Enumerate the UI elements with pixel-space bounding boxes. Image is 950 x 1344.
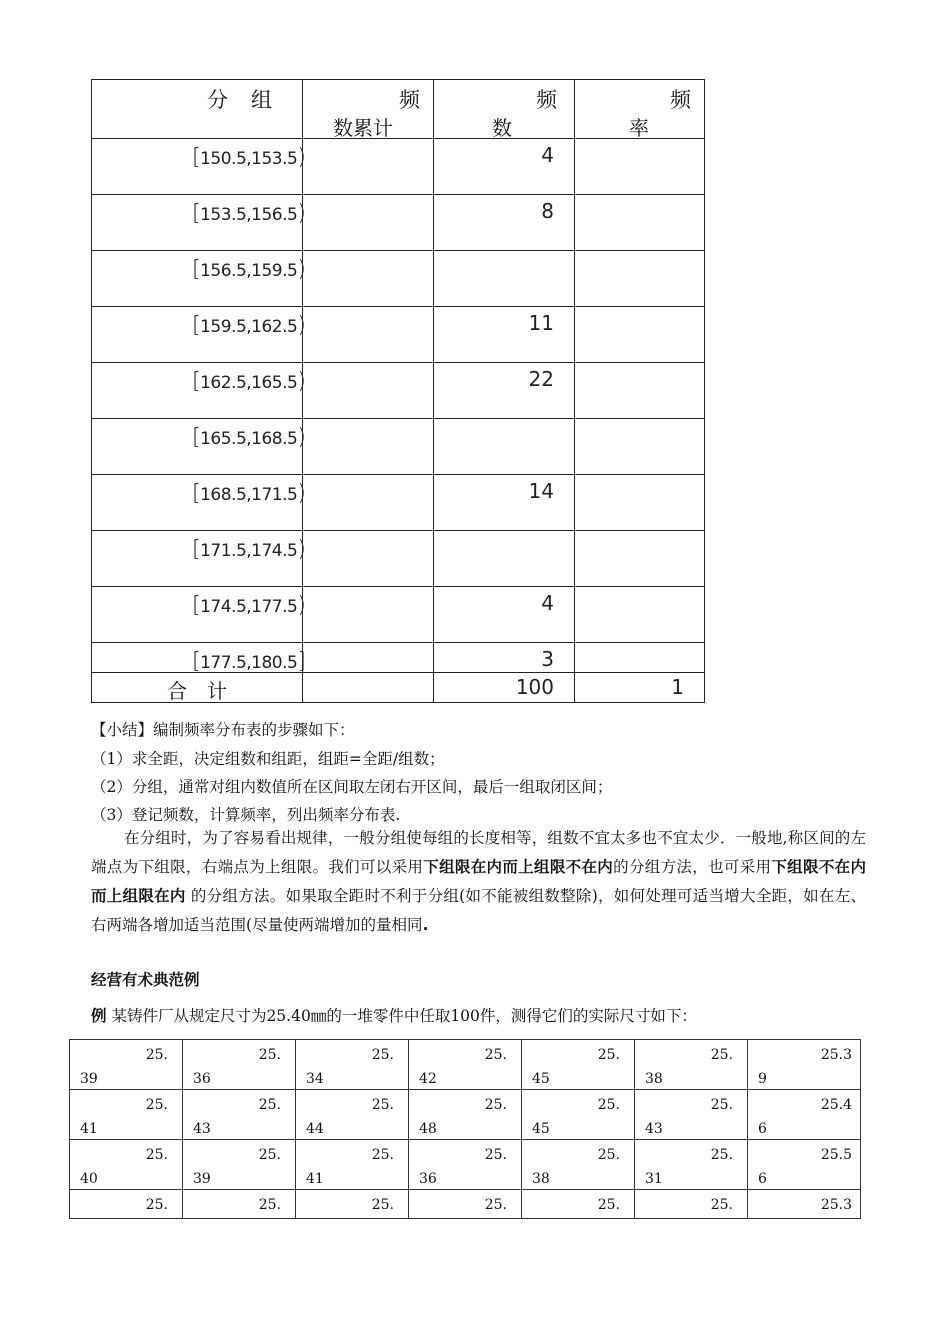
- frequency-cell: 4: [434, 139, 575, 195]
- data-cell: 25. 43: [635, 1090, 748, 1140]
- rate-cell: [575, 475, 705, 531]
- data-cell: 25. 39: [183, 1140, 296, 1190]
- data-cell: 25. 42: [409, 1040, 522, 1090]
- interval-label: [171.5,174.5): [192, 537, 306, 562]
- table-row: [70, 1040, 861, 1090]
- rate-cell: [575, 363, 705, 419]
- data-cell: 25. 43: [183, 1090, 296, 1140]
- interval-label: [177.5,180.5]: [192, 649, 306, 674]
- example-statement: 例 某铸件厂从规定尺寸为25.40㎜的一堆零件中任取100件，测得它们的实际尺寸如下：: [91, 1007, 697, 1025]
- table-row: [92, 251, 705, 307]
- frequency-cell: 8: [434, 195, 575, 251]
- table-row: [70, 1140, 861, 1190]
- summary-step-1: （1）求全距，决定组数和组距，组距=全距/组数；: [91, 750, 445, 768]
- cumulative-cell: [303, 475, 434, 531]
- table-row: [92, 475, 705, 531]
- data-cell: 25.: [409, 1190, 522, 1219]
- data-cell: 25.: [183, 1190, 296, 1219]
- table-row: [92, 419, 705, 475]
- frequency-cell: 22: [434, 363, 575, 419]
- cumulative-cell: [303, 307, 434, 363]
- frequency-cell: 3: [434, 643, 575, 673]
- data-cell: 25. 31: [635, 1140, 748, 1190]
- rate-cell: [575, 195, 705, 251]
- cumulative-cell: [303, 587, 434, 643]
- data-cell: 25.4 6: [748, 1090, 861, 1140]
- frequency-cell: 4: [434, 587, 575, 643]
- interval-label: [156.5,159.5): [192, 257, 306, 282]
- table-row: [92, 643, 705, 673]
- data-cell: 25. 40: [70, 1140, 183, 1190]
- data-cell: 25.: [296, 1190, 409, 1219]
- frequency-cell: 11: [434, 307, 575, 363]
- cumulative-cell: [303, 195, 434, 251]
- data-cell: 25.3 9: [748, 1040, 861, 1090]
- interval-label: [162.5,165.5): [192, 369, 306, 394]
- frequency-cell: [434, 531, 575, 587]
- table-row: [92, 139, 705, 195]
- table-row: [92, 363, 705, 419]
- rate-cell: [575, 307, 705, 363]
- total-label: 合 计: [167, 679, 227, 703]
- data-cell: 25. 34: [296, 1040, 409, 1090]
- rate-cell: [575, 251, 705, 307]
- cumulative-cell: [303, 419, 434, 475]
- summary-step-3: （3）登记频数，计算频率，列出频率分布表.: [91, 806, 401, 824]
- data-cell: 25.: [70, 1190, 183, 1219]
- data-cell: 25. 38: [635, 1040, 748, 1090]
- cumulative-cell: [303, 363, 434, 419]
- bold-phrase-1: 下组限在内而上组限不在内: [423, 858, 614, 876]
- data-cell: 25. 41: [70, 1090, 183, 1140]
- section-heading: 经营有术典范例: [91, 971, 200, 989]
- rate-cell: [575, 139, 705, 195]
- data-cell: 25.: [635, 1190, 748, 1219]
- data-cell: 25. 45: [522, 1040, 635, 1090]
- total-row: [92, 673, 705, 703]
- total-rate: 1: [671, 675, 684, 699]
- table-row: [92, 587, 705, 643]
- header-group: 分 组: [92, 80, 303, 139]
- table-row: [70, 1090, 861, 1140]
- interval-label: [165.5,168.5): [192, 425, 306, 450]
- data-cell: 25. 44: [296, 1090, 409, 1140]
- interval-label: [168.5,171.5): [192, 481, 306, 506]
- total-count: 100: [515, 675, 554, 699]
- header-frequency: 频 数: [434, 80, 575, 139]
- data-cell: 25. 45: [522, 1090, 635, 1140]
- data-cell: 25.5 6: [748, 1140, 861, 1190]
- summary-step-2: （2）分组，通常对组内数值所在区间取左闭右开区间，最后一组取闭区间；: [91, 778, 613, 796]
- cumulative-cell: [303, 531, 434, 587]
- cumulative-cell: [303, 643, 434, 673]
- data-cell: 25. 36: [409, 1140, 522, 1190]
- table-row: [92, 307, 705, 363]
- measurement-data-table: [69, 1039, 861, 1219]
- rate-cell: [575, 531, 705, 587]
- bold-phrase-2: 下组限不在内而上组限在内: [91, 858, 866, 905]
- summary-title: 【小结】编制频率分布表的步骤如下：: [91, 721, 355, 739]
- table-row: [92, 531, 705, 587]
- interval-label: [174.5,177.5): [192, 593, 306, 618]
- data-cell: 25. 38: [522, 1140, 635, 1190]
- frequency-cell: [434, 419, 575, 475]
- header-cumulative: 频 数累计: [303, 80, 434, 139]
- interval-label: [159.5,162.5): [192, 313, 306, 338]
- interval-label: [153.5,156.5): [192, 201, 306, 226]
- data-cell: 25. 39: [70, 1040, 183, 1090]
- data-cell: 25.3: [748, 1190, 861, 1219]
- rate-cell: [575, 419, 705, 475]
- data-cell: 25. 48: [409, 1090, 522, 1140]
- table-row: [92, 195, 705, 251]
- rate-cell: [575, 587, 705, 643]
- cumulative-cell: [303, 251, 434, 307]
- example-label: 例: [91, 1007, 107, 1025]
- cumulative-cell: [303, 139, 434, 195]
- frequency-cell: 14: [434, 475, 575, 531]
- data-cell: 25. 41: [296, 1140, 409, 1190]
- interval-label: [150.5,153.5): [192, 145, 306, 170]
- explanation-paragraph: 在分组时，为了容易看出规律，一般分组使每组的长度相等，组数不宜太多也不宜太少．一般地,称区间的左端点为下组限，右端点为上组限。我们可以采用下组限在内而上组限不在内的分组方法，也可采用下组限不在内而上组限在内 的分组方法。如果取全距时不利于分组(如不能被组数整除)，如何处理可适当增大全距，如在左、右两端各增加适当范围(尽量使两端增加的量相同.: [91, 829, 866, 934]
- table-header-row: [92, 80, 705, 139]
- frequency-cell: [434, 251, 575, 307]
- rate-cell: [575, 643, 705, 673]
- data-cell: 25. 36: [183, 1040, 296, 1090]
- frequency-distribution-table: [91, 79, 705, 703]
- data-cell: 25.: [522, 1190, 635, 1219]
- header-rate: 频 率: [575, 80, 705, 139]
- table-row: [70, 1190, 861, 1219]
